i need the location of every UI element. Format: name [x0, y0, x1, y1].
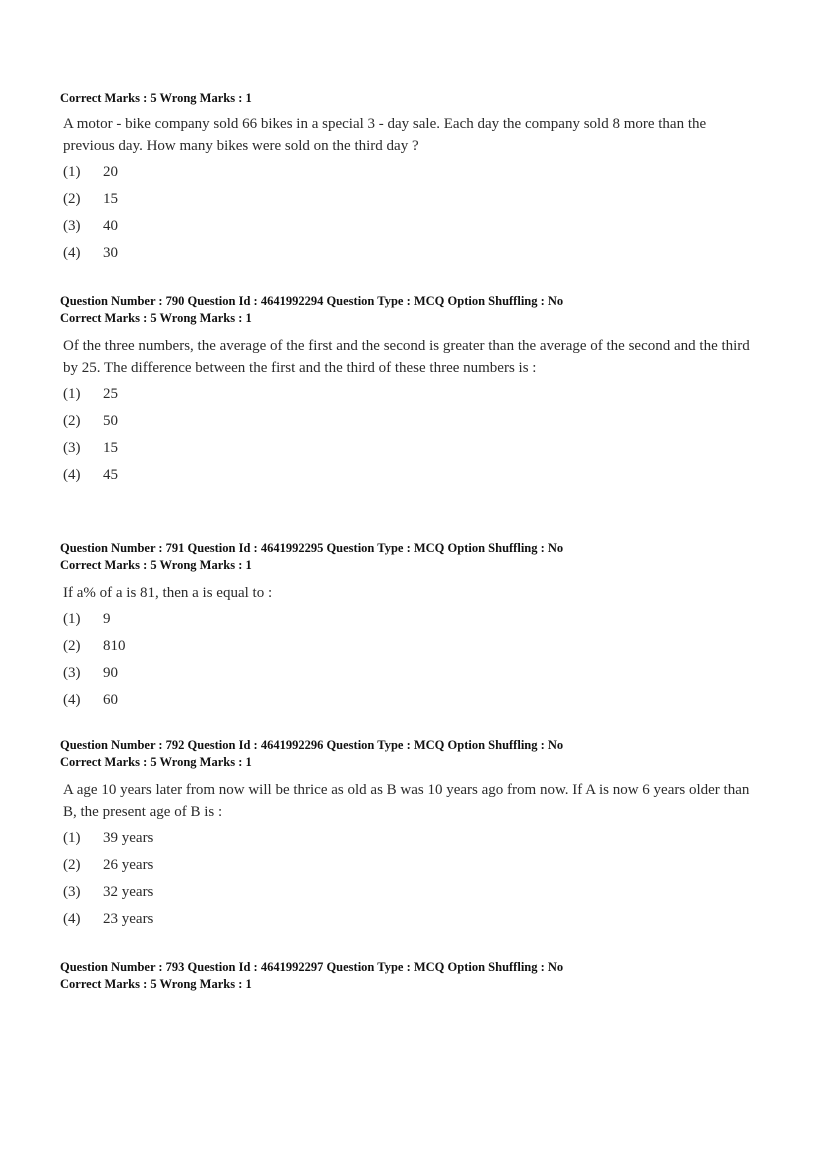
option-number: (2) [63, 857, 81, 873]
option-value: 9 [103, 611, 111, 627]
option-number: (3) [63, 665, 81, 681]
question-header: Question Number : 791 Question Id : 4641992295 Question Type : MCQ Option Shuffling : No [60, 541, 564, 555]
option-number: (2) [63, 638, 81, 654]
option-value: 60 [103, 692, 118, 708]
option-number: (2) [63, 191, 81, 207]
question-text: If a% of a is 81, then a is equal to : [63, 585, 273, 601]
question-header: Question Number : 792 Question Id : 4641992296 Question Type : MCQ Option Shuffling : No [60, 738, 564, 752]
question-block-793 [60, 959, 750, 993]
option-value: 90 [103, 665, 118, 681]
option-3 [60, 435, 750, 462]
question-block-791 [60, 540, 750, 714]
option-value: 20 [103, 164, 118, 180]
marks-line: Correct Marks : 5 Wrong Marks : 1 [60, 755, 252, 769]
option-1 [60, 381, 750, 408]
option-value: 15 [103, 191, 118, 207]
option-3 [60, 879, 750, 906]
option-value: 50 [103, 413, 118, 429]
option-4 [60, 687, 750, 714]
option-number: (4) [63, 467, 81, 483]
question-text: Of the three numbers, the average of the first and the second is greater than the average of the second and the third by 25. The difference between the first and the third of these three numbers is : [63, 338, 750, 376]
option-value: 26 years [103, 857, 154, 873]
option-1 [60, 825, 750, 852]
marks-line: Correct Marks : 5 Wrong Marks : 1 [60, 91, 252, 105]
option-number: (1) [63, 386, 81, 402]
option-value: 39 years [103, 830, 154, 846]
options-list [60, 381, 750, 489]
option-1 [60, 159, 750, 186]
option-4 [60, 906, 750, 933]
option-number: (3) [63, 884, 81, 900]
option-number: (4) [63, 245, 81, 261]
option-number: (2) [63, 413, 81, 429]
option-number: (1) [63, 164, 81, 180]
option-number: (4) [63, 911, 81, 927]
question-block-790 [60, 293, 750, 489]
option-value: 32 years [103, 884, 154, 900]
options-list [60, 606, 750, 714]
option-2 [60, 852, 750, 879]
option-value: 810 [103, 638, 126, 654]
options-list [60, 159, 750, 267]
option-value: 15 [103, 440, 118, 456]
question-block-792 [60, 737, 750, 933]
marks-line: Correct Marks : 5 Wrong Marks : 1 [60, 311, 252, 325]
option-4 [60, 462, 750, 489]
option-4 [60, 240, 750, 267]
question-block-789 [60, 90, 750, 267]
marks-line: Correct Marks : 5 Wrong Marks : 1 [60, 977, 252, 991]
option-3 [60, 660, 750, 687]
question-text: A age 10 years later from now will be thrice as old as B was 10 years ago from now. If A is now 6 years older than B, the present age of B is : [63, 782, 750, 820]
option-value: 40 [103, 218, 118, 234]
option-3 [60, 213, 750, 240]
option-number: (3) [63, 218, 81, 234]
question-header: Question Number : 790 Question Id : 4641992294 Question Type : MCQ Option Shuffling : No [60, 294, 564, 308]
option-number: (1) [63, 830, 81, 846]
marks-line: Correct Marks : 5 Wrong Marks : 1 [60, 558, 252, 572]
option-number: (4) [63, 692, 81, 708]
option-2 [60, 633, 750, 660]
option-number: (3) [63, 440, 81, 456]
option-2 [60, 186, 750, 213]
option-value: 45 [103, 467, 118, 483]
option-2 [60, 408, 750, 435]
option-1 [60, 606, 750, 633]
options-list [60, 825, 750, 933]
option-value: 30 [103, 245, 118, 261]
option-value: 25 [103, 386, 118, 402]
question-text: A motor - bike company sold 66 bikes in a special 3 - day sale. Each day the company sold 8 more than the previous day. How many bikes were sold on the third day ? [63, 116, 707, 154]
option-number: (1) [63, 611, 81, 627]
question-header: Question Number : 793 Question Id : 4641992297 Question Type : MCQ Option Shuffling : No [60, 960, 564, 974]
option-value: 23 years [103, 911, 154, 927]
